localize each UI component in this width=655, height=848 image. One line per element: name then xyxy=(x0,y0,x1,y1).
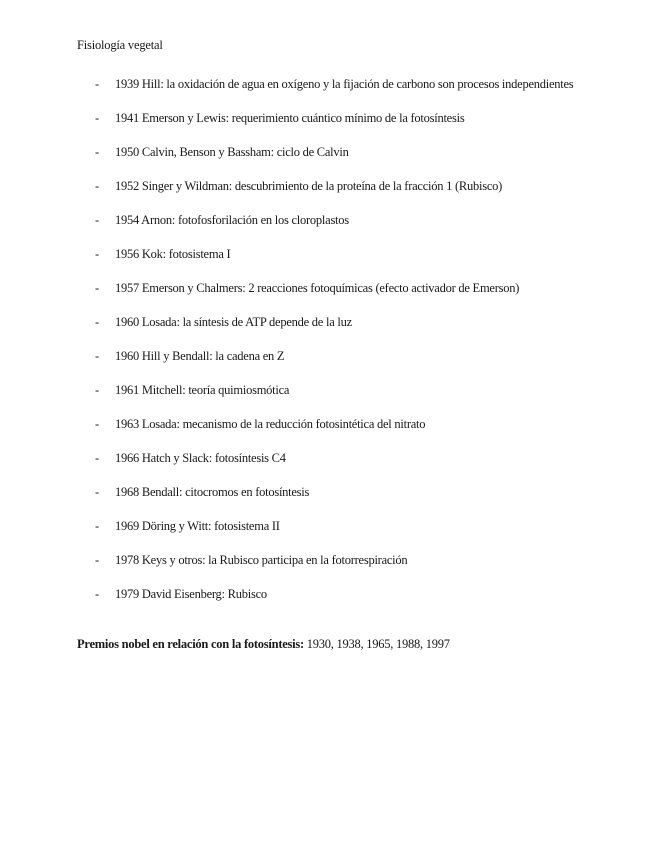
list-item-text: 1956 Kok: fotosistema I xyxy=(115,247,231,261)
bullet-dash: - xyxy=(95,179,99,193)
list-item-text: 1969 Döring y Witt: fotosistema II xyxy=(115,519,280,533)
list-item xyxy=(0,518,655,535)
timeline-list xyxy=(0,76,655,620)
list-item-text: 1960 Hill y Bendall: la cadena en Z xyxy=(115,349,285,363)
list-item-text: 1952 Singer y Wildman: descubrimiento de la proteína de la fracción 1 (Rubisco) xyxy=(115,179,503,193)
bullet-dash: - xyxy=(95,349,99,363)
list-item xyxy=(0,280,655,297)
nobel-summary-label: Premios nobel en relación con la fotosíntesis: xyxy=(77,637,304,651)
bullet-dash: - xyxy=(95,145,99,159)
list-item xyxy=(0,110,655,127)
nobel-summary xyxy=(77,637,450,652)
list-item xyxy=(0,416,655,433)
bullet-dash: - xyxy=(95,451,99,465)
list-item-text: 1950 Calvin, Benson y Bassham: ciclo de Calvin xyxy=(115,145,349,159)
bullet-dash: - xyxy=(95,77,99,91)
list-item xyxy=(0,552,655,569)
list-item-text: 1978 Keys y otros: la Rubisco participa en la fotorrespiración xyxy=(115,553,408,567)
list-item xyxy=(0,382,655,399)
list-item xyxy=(0,314,655,331)
list-item-text: 1966 Hatch y Slack: fotosíntesis C4 xyxy=(115,451,286,465)
bullet-dash: - xyxy=(95,485,99,499)
list-item-text: 1963 Losada: mecanismo de la reducción fotosintética del nitrato xyxy=(115,417,426,431)
list-item xyxy=(0,484,655,501)
list-item-text: 1954 Arnon: fotofosforilación en los cloroplastos xyxy=(115,213,349,227)
bullet-dash: - xyxy=(95,383,99,397)
bullet-dash: - xyxy=(95,315,99,329)
list-item-text: 1961 Mitchell: teoría quimiosmótica xyxy=(115,383,290,397)
list-item xyxy=(0,586,655,603)
bullet-dash: - xyxy=(95,553,99,567)
list-item-text: 1960 Losada: la síntesis de ATP depende de la luz xyxy=(115,315,352,329)
nobel-summary-years: 1930, 1938, 1965, 1988, 1997 xyxy=(303,637,450,651)
bullet-dash: - xyxy=(95,111,99,125)
list-item xyxy=(0,76,655,93)
bullet-dash: - xyxy=(95,519,99,533)
bullet-dash: - xyxy=(95,247,99,261)
bullet-dash: - xyxy=(95,417,99,431)
list-item-text: 1968 Bendall: citocromos en fotosíntesis xyxy=(115,485,310,499)
list-item xyxy=(0,212,655,229)
list-item-text: 1979 David Eisenberg: Rubisco xyxy=(115,587,267,601)
list-item-text: 1957 Emerson y Chalmers: 2 reacciones fotoquímicas (efecto activador de Emerson) xyxy=(115,281,520,295)
list-item xyxy=(0,450,655,467)
list-item xyxy=(0,246,655,263)
bullet-dash: - xyxy=(95,281,99,295)
list-item-text: 1939 Hill: la oxidación de agua en oxígeno y la fijación de carbono son procesos independientes xyxy=(115,77,574,91)
list-item-text: 1941 Emerson y Lewis: requerimiento cuántico mínimo de la fotosíntesis xyxy=(115,111,465,125)
list-item xyxy=(0,144,655,161)
bullet-dash: - xyxy=(95,213,99,227)
list-item xyxy=(0,178,655,195)
list-item xyxy=(0,348,655,365)
bullet-dash: - xyxy=(95,587,99,601)
page-header: Fisiología vegetal xyxy=(77,38,163,52)
